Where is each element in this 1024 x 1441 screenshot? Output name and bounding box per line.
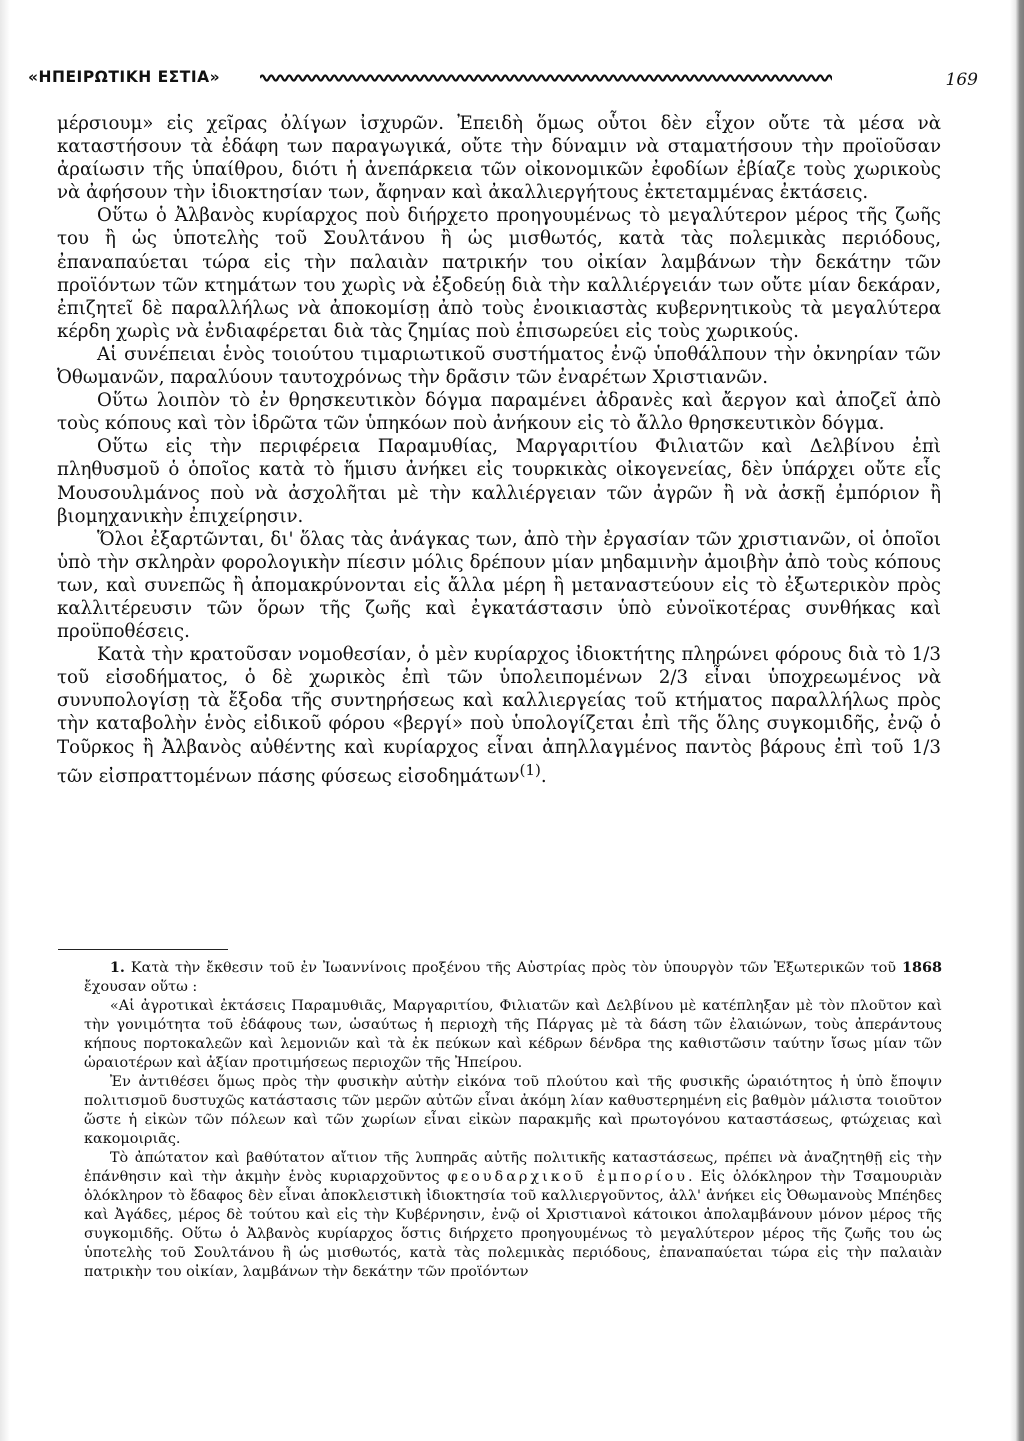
footnote-quote [84, 1149, 942, 1282]
footnote-text-continued: . Εἰς ὁλόκληρον τὴν Τσαμουριὰν ὁλόκληρον τὸ ἔδαφος δὲν εἶναι ἀποκλειστικὴ ἰδιοκτησία τοῦ καλλιεργοῦντος, ἀλλ' ἀνήκει εἰς Ὀθωμανοὺς Μπέηδες καὶ Ἀγάδες, μέρος δὲ τούτου καὶ εἰς τὴν Κυβέρνησιν, ἐνῷ οἱ Χριστιανοὶ κάτοικοι ἀπολαμβάνουν μόνον μέρος τῆς συγκομιδῆς. Οὕτω ὁ Ἀλβανὸς κυρίαρχος ὅστις διήρχετο προηγουμένως τὸ μεγαλύτερον μέρος τῆς ζωῆς του ὡς ὑποτελὴς τοῦ Σουλτάνου ἢ ὡς μισθωτός, κατὰ τὰς πολεμικὰς περιόδους, ἐπαναπαύεται τώρα εἰς τὴν παλαιὰν πατρικὴν του οἰκίαν, λαμβάνων τὴν δεκάτην τῶν προϊόντων [84, 1169, 942, 1280]
footnote-separator [58, 949, 228, 950]
paragraph-text: Κατὰ τὴν κρατοῦσαν νομοθεσίαν, ὁ μὲν κυρίαρχος ἰδιοκτήτης πληρώνει φόρους διὰ τὸ 1/3 τοῦ εἰσοδήματος, ὁ δὲ χωρικὸς ἐπὶ τῶν ὑπολειπομένων 2/3 εἶναι ὑποχρεωμένος νὰ συνυπολογίσῃ τὰ ἔξοδα τῆς συντηρήσεως καὶ καλλιεργείας τοῦ κτήματος παραλλήλως πρὸς τὴν καταβολὴν ἑνὸς εἰδικοῦ φόρου «βεργί» ποὺ ὑπολογίζεται ἐπὶ τῆς ὅλης συγκομιδῆς, ἐνῷ ὁ Τοῦρκος ἢ Ἀλβανὸς αὐθέντης καὶ κυρίαρχος εἶναι ἀπηλλαγμένος παντὸς βάρους ἐπὶ τοῦ 1/3 τῶν εἰσπραττομένων πάσης φύσεως εἰσοδημάτων [57, 644, 941, 787]
paragraph-end: . [540, 765, 547, 787]
footnote-year: 1868 [901, 959, 942, 976]
scan-left-edge [0, 0, 10, 1441]
footnote-text-end: ἔχουσαν οὕτω : [84, 979, 198, 995]
footnote [84, 958, 942, 997]
footnote-number: 1. [109, 959, 125, 976]
footnote-reference: (1) [519, 760, 541, 779]
paragraph [57, 643, 941, 788]
paragraph: μέρσιουμ» εἰς χεῖρας ὀλίγων ἰσχυρῶν. Ἐπειδὴ ὅμως οὗτοι δὲν εἶχον οὔτε τὰ μέσα νὰ καταστήσουν τὰ ἐδάφη των παραγωγικά, οὔτε τὴν δύναμιν νὰ σταματήσουν τὴν προϊοῦσαν ἀραίωσιν τῆς ὑπαίθρου, διότι ἡ ἀνεπάρκεια τῶν οἰκονομικῶν ἐφοδίων ἐβίαζε τοὺς χωρικοὺς νὰ ἀφήσουν τὴν ἰδιοκτησίαν των, ἄφηναν καὶ ἀκαλλιεργήτους ἐκτεταμμένας ἐκτάσεις. [57, 113, 941, 204]
footnote-quote: «Αἱ ἀγροτικαὶ ἐκτάσεις Παραμυθιᾶς, Μαργαριτίου, Φιλιατῶν καὶ Δελβίνου μὲ κατέπληξαν μὲ τὸν πλοῦτον καὶ τὴν γονιμότητα τοῦ ἐδάφους των, ὡσαύτως ἡ περιοχὴ τῆς Πάργας μὲ τὰ δάση τῶν ἐλαιώνων, τοὺς ἀπεράντους κήπους πορτοκαλεῶν καὶ λεμονιῶν καὶ τὰ ἐκ πεύκων καὶ κέδρων δένδρα της καθιστῶσιν ταύτην ἴσως μίαν τῶν ὡραιοτέρων καὶ ἀξίαν προτιμήσεως περιοχῶν τῆς Ἠπείρου. [84, 998, 942, 1071]
paragraph: Οὕτω ὁ Ἀλβανὸς κυρίαρχος ποὺ διήρχετο προηγουμένως τὸ μεγαλύτερον μέρος τῆς ζωῆς του ἢ ὡς ὑποτελὴς τοῦ Σουλτάνου ἢ ὡς μισθωτός, κατὰ τὰς πολεμικὰς περιόδους, ἐπαναπαύεται τώρα εἰς τὴν παλαιὰν πατρικήν του οἰκίαν λαμβάνων τὴν δεκάτην τῶν προϊόντων τῶν κτημάτων του χωρὶς νὰ ἐξοδεύῃ διὰ τὴν καλλιέργειάν των οὔτε μίαν δεκάραν, ἐπιζητεῖ δὲ παραλλήλως νὰ ἀποκομίσῃ ἀπὸ τοὺς ἐνοικιαστὰς κυβερνητικοὺς τὰ μεγαλύτερα κέρδη χωρὶς νὰ ἐνδιαφέρεται διὰ τὰς ζημίας ποὺ ἐπισωρεύει εἰς τοὺς χωρικούς. [57, 205, 941, 342]
footnotes [84, 958, 942, 1282]
paragraph: Ὅλοι ἐξαρτῶνται, δι' ὅλας τὰς ἀνάγκας των, ἀπὸ τὴν ἐργασίαν τῶν χριστιανῶν, οἱ ὁποῖοι ὑπὸ τὴν σκληρὰν φορολογικὴν πίεσιν μόλις δρέπουν μίαν μηδαμινὴν ἀμοιβὴν ἀπὸ τοὺς κόπους των, καὶ συνεπῶς ἢ ἀπομακρύνονται εἰς ἄλλα μέρη ἢ μεταναστεύουν εἰς τὸ ἐξωτερικὸν πρὸς καλλιτέρευσιν τῶν ὅρων τῆς ζωῆς καὶ ἐγκατάστασιν ὑπὸ εὐνοϊκοτέρας συνθήκας καὶ προϋποθέσεις. [57, 528, 941, 643]
scan-right-edge [1010, 0, 1024, 1441]
paragraph: Οὕτω λοιπὸν τὸ ἐν θρησκευτικὸν δόγμα παραμένει ἀδρανὲς καὶ ἄεργον καὶ ἀποζεῖ ἀπὸ τοὺς κόπους καὶ τὸν ἱδρῶτα τῶν ὑπηκόων ποὺ ἀνήκουν εἰς τὸ ἄλλο θρησκευτικὸν δόγμα. [57, 390, 941, 435]
spaced-emphasis: φεουδαρχικοῦ ἐμπορίου [447, 1169, 688, 1185]
page-number: 169 [945, 70, 978, 90]
page-header [28, 68, 978, 92]
footnote-quote: Ἐν ἀντιθέσει ὅμως πρὸς τὴν φυσικὴν αὐτὴν εἰκόνα τοῦ πλούτου καὶ τῆς φυσικῆς ὡραιότητος ἡ ὑπὸ ἔποψιν πολιτισμοῦ δυστυχῶς κατάστασις τῶν μερῶν αὐτῶν εἶναι ἀκόμη λίαν καθυστερημένη εἰς βαθμὸν μάλιστα τοιοῦτον ὥστε ἡ εἰκὼν τῶν πόλεων καὶ τῶν χωρίων εἶναι εἰκὼν παρακμῆς καὶ πρωτογόνου καταστάσεως, φτώχειας καὶ κακομοιριᾶς. [84, 1074, 942, 1147]
wavy-rule-ornament [260, 72, 832, 84]
paragraph: Αἱ συνέπειαι ἑνὸς τοιούτου τιμαριωτικοῦ συστήματος ἐνῷ ὑποθάλπουν τὴν ὀκνηρίαν τῶν Ὀθωμανῶν, παραλύουν ταυτοχρόνως τὴν δρᾶσιν τῶν ἐναρέτων Χριστιανῶν. [57, 343, 941, 389]
main-text [57, 112, 941, 788]
footnote-text: Τὸ ἀπώτατον καὶ βαθύτατον αἴτιον τῆς λυπηρᾶς αὐτῆς πολιτικῆς καταστάσεως, πρέπει νὰ ἀναζητηθῇ εἰς τὴν ἐπάνθησιν καὶ τὴν ἀκμὴν ἑνὸς κυριαρχοῦντος [84, 1150, 942, 1185]
running-title: «ΗΠΕΙΡΩΤΙΚΗ ΕΣΤΙΑ» [28, 68, 221, 86]
footnote-text: Κατὰ τὴν ἔκθεσιν τοῦ ἐν Ἰωαννίνοις προξένου τῆς Αὐστρίας πρὸς τὸν ὑπουργὸν τῶν Ἐξωτερικῶν τοῦ [130, 960, 896, 976]
paragraph: Οὕτω εἰς τὴν περιφέρεια Παραμυθίας, Μαργαριτίου Φιλιατῶν καὶ Δελβίνου ἐπὶ πληθυσμοῦ ὁ ὁποῖος κατὰ τὸ ἥμισυ ἀνήκει εἰς τουρκικὰς οἰκογενείας, δὲν ὑπάρχει οὔτε εἷς Μουσουλμάνος ποὺ νὰ ἀσχολῆται μὲ τὴν καλλιέργειαν τῶν ἀγρῶν ἢ νὰ ἀσκῇ ἐμπόριον ἢ βιομηχανικὴν ἐπιχείρησιν. [57, 436, 941, 527]
